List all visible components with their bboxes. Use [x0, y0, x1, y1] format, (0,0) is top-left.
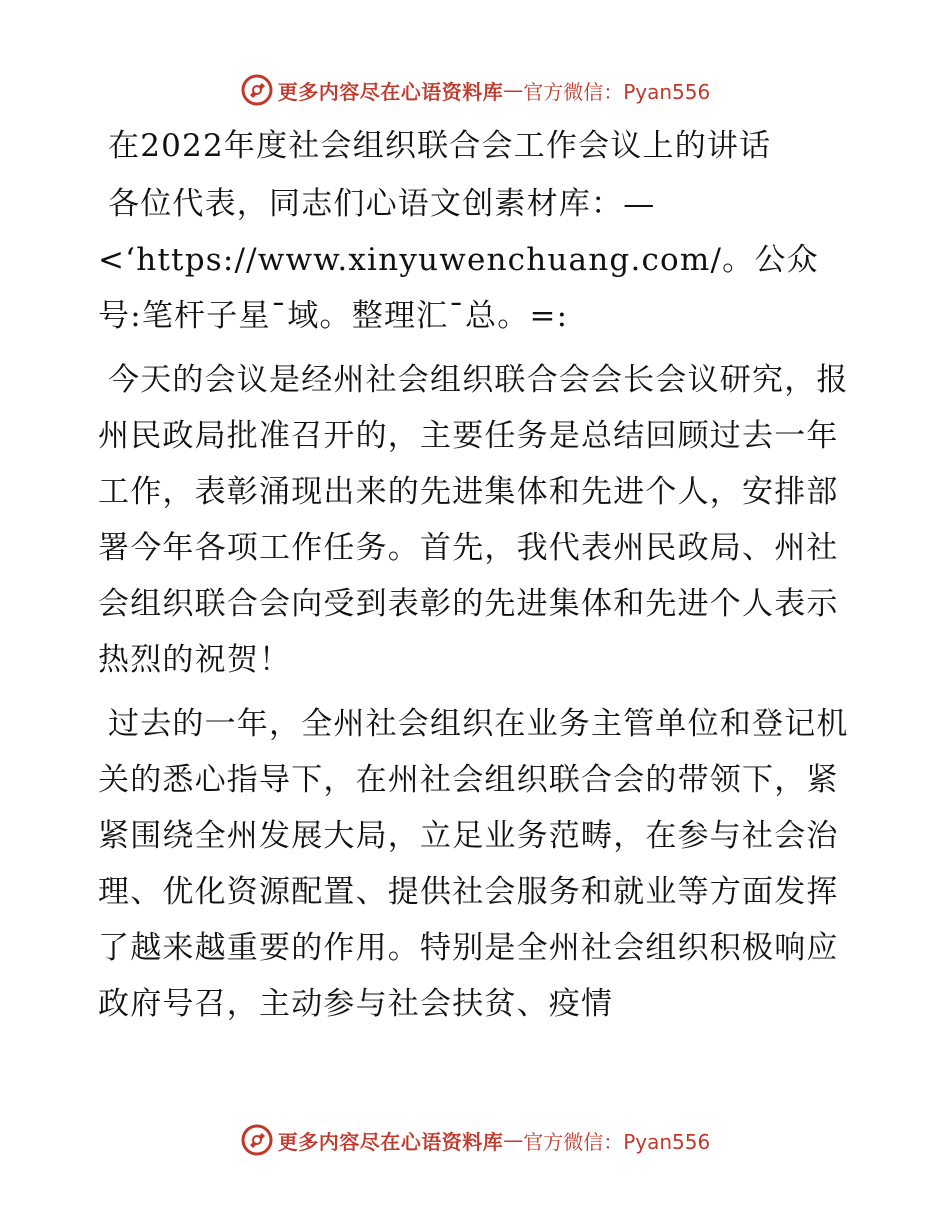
- banner-separator: —: [503, 1128, 524, 1152]
- paragraph-review: 过去的一年，全州社会组织在业务主管单位和登记机关的悉心指导下，在州社会组织联合会的带领下，紧紧围绕全州发展大局，立足业务范畴，在参与社会治理、优化资源配置、提供社会服务和就业等方面发挥了越来越重要的作用。特别是全州社会组织积极响应政府号召，主动参与社会扶贫、疫情: [98, 706, 849, 1022]
- footer-banner: [0, 1120, 950, 1160]
- banner-separator: —: [503, 78, 524, 102]
- banner-wechat-text: 官方微信：Pyan556: [523, 1129, 711, 1154]
- paragraph-greeting: 各位代表，同志们心语文创素材库：—<‘https://www.xinyuwenchuang.com/。公众号:笔杆子星¯域。整理汇¯总。=:: [98, 186, 819, 334]
- header-banner: [0, 70, 950, 110]
- banner-main-text: 更多内容尽在心语资料库: [277, 79, 504, 104]
- paragraph-intro: 今天的会议是经州社会组织联合会会长会议研究，报州民政局批准召开的，主要任务是总结回顾过去一年工作，表彰涌现出来的先进集体和先进个人，安排部署今年各项工作任务。首先，我代表州民政局、州社会组织联合会向受到表彰的先进集体和先进个人表示热烈的祝贺！: [98, 362, 849, 678]
- document-title: 在2022年度社会组织联合会工作会议上的讲话: [108, 128, 772, 164]
- banner-wechat-text: 官方微信：Pyan556: [523, 79, 711, 104]
- brand-logo-icon: [240, 73, 274, 107]
- banner-main-text: 更多内容尽在心语资料库: [277, 1129, 504, 1154]
- brand-logo-icon: [240, 1123, 274, 1157]
- document-body: [98, 118, 858, 1040]
